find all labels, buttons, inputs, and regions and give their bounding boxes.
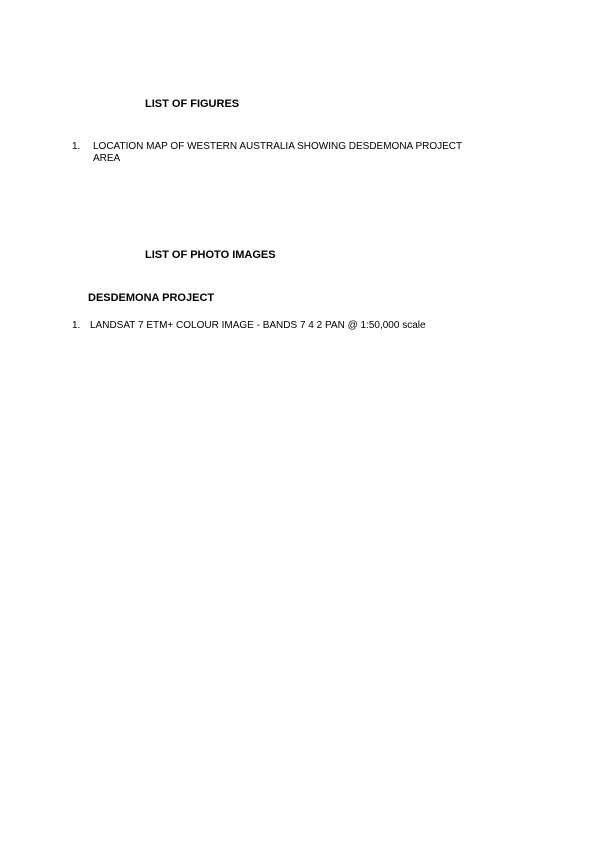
- photo-item-text: LANDSAT 7 ETM+ COLOUR IMAGE - BANDS 7 4 2 PAN @ 1:50,000 scale: [90, 320, 426, 331]
- list-of-photo-images-heading: LIST OF PHOTO IMAGES: [145, 249, 276, 261]
- project-heading: DESDEMONA PROJECT: [88, 292, 215, 304]
- photo-item-number: 1.: [72, 320, 81, 331]
- photo-list-item: [72, 320, 532, 334]
- list-of-figures-heading: LIST OF FIGURES: [145, 98, 240, 110]
- figure-item-number: 1.: [72, 141, 81, 152]
- figure-item-text-line1: LOCATION MAP OF WESTERN AUSTRALIA SHOWING DESDEMONA PROJECT: [93, 141, 463, 152]
- figure-item-text-line2: AREA: [93, 153, 121, 164]
- figure-list-item: [72, 141, 532, 167]
